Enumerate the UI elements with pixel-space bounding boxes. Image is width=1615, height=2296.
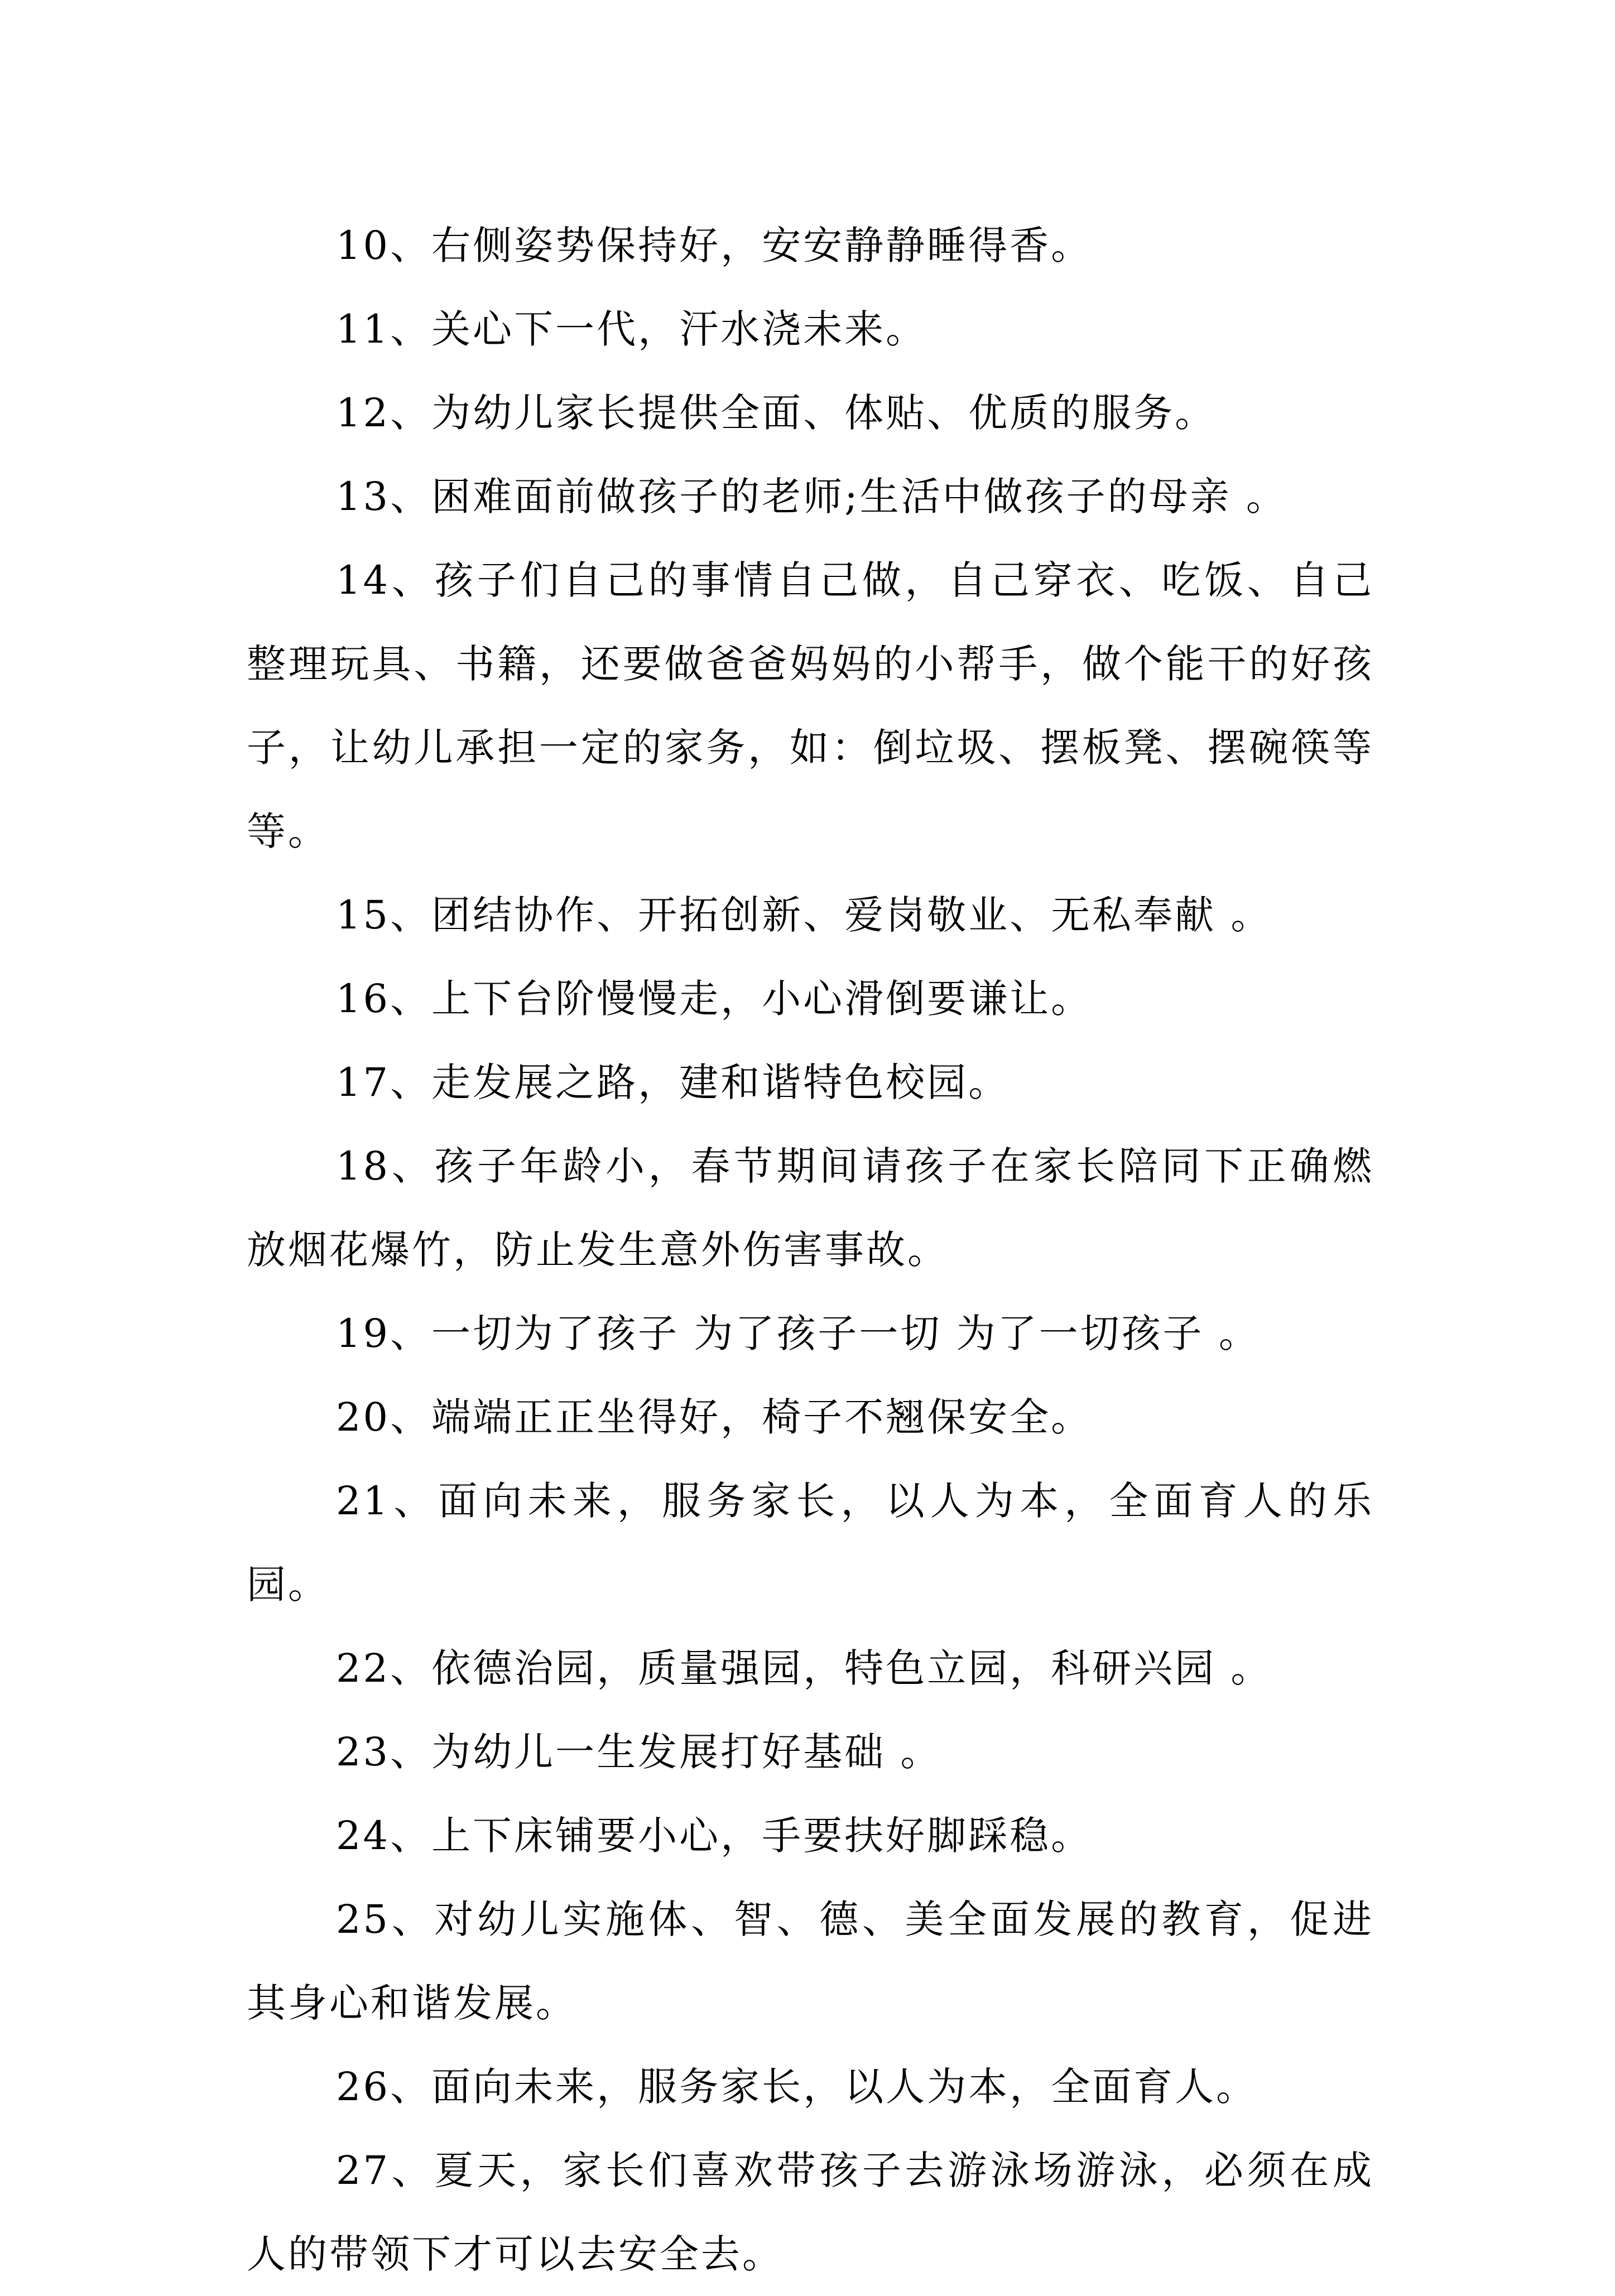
paragraph-item-10: 10、右侧姿势保持好，安安静静睡得香。 [336, 223, 1093, 268]
paragraph-item-19: 19、一切为了孩子 为了孩子一切 为了一切孩子 。 [336, 1311, 1260, 1356]
document-body [247, 204, 1374, 2296]
paragraph-item-23: 23、为幼儿一生发展打好基础 。 [336, 1729, 942, 1775]
paragraph-item-15: 15、团结协作、开拓创新、爱岗敬业、无私奉献 。 [336, 892, 1272, 938]
paragraph-item-20: 20、端端正正坐得好，椅子不翘保安全。 [336, 1394, 1093, 1440]
paragraph-item-27: 27、夏天，家长们喜欢带孩子去游泳场游泳，必须在成人的带领下才可以去安全去。 [247, 2148, 1374, 2277]
paragraph-item-12: 12、为幼儿家长提供全面、体贴、优质的服务。 [336, 390, 1217, 436]
paragraph-item-18: 18、孩子年龄小，春节期间请孩子在家长陪同下正确燃放烟花爆竹，防止发生意外伤害事故。 [247, 1143, 1374, 1273]
paragraph-item-21: 21、面向未来，服务家长，以人为本，全面育人的乐园。 [247, 1478, 1374, 1607]
paragraph-item-13: 13、困难面前做孩子的老师;生活中做孩子的母亲 。 [336, 474, 1287, 519]
paragraph-item-17: 17、走发展之路，建和谐特色校园。 [336, 1060, 1010, 1105]
paragraph-item-26: 26、面向未来，服务家长，以人为本，全面育人。 [336, 2064, 1258, 2110]
paragraph-item-24: 24、上下床铺要小心，手要扶好脚踩稳。 [336, 1813, 1093, 1859]
paragraph-item-25: 25、对幼儿实施体、智、德、美全面发展的教育，促进其身心和谐发展。 [247, 1897, 1374, 2026]
paragraph-item-22: 22、依德治园，质量强园，特色立园，科研兴园 。 [336, 1645, 1272, 1691]
paragraph-item-14: 14、孩子们自己的事情自己做，自己穿衣、吃饭、自己整理玩具、书籍，还要做爸爸妈妈的小帮手，做个能干的好孩子，让幼儿承担一定的家务，如：倒垃圾、摆板凳、摆碗筷等等。 [247, 557, 1374, 854]
paragraph-item-11: 11、关心下一代，汗水浇未来。 [336, 306, 927, 352]
paragraph-item-16: 16、上下台阶慢慢走，小心滑倒要谦让。 [336, 976, 1093, 1022]
